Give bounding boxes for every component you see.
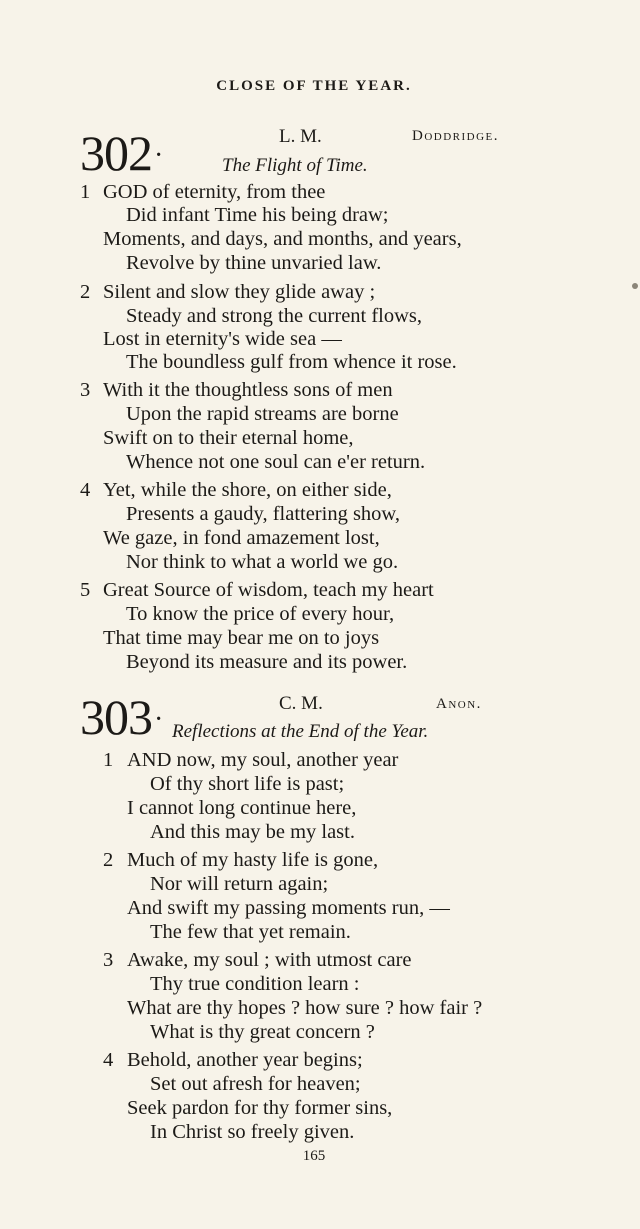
hymn-title: The Flight of Time.	[222, 155, 368, 176]
stanza-number: 1	[80, 181, 91, 203]
stanza-number: 5	[80, 579, 91, 601]
verse-line: Lost in eternity's wide sea —	[103, 328, 342, 350]
stanza-number: 4	[103, 1049, 114, 1071]
hymn-meter: C. M.	[279, 693, 323, 714]
verse-line: Silent and slow they glide away ;	[103, 281, 376, 303]
verse-line: Behold, another year begins;	[127, 1049, 363, 1071]
verse-line: Did infant Time his being draw;	[126, 204, 389, 226]
verse-line: Awake, my soul ; with utmost care	[127, 949, 412, 971]
hymn-title: Reflections at the End of the Year.	[172, 721, 429, 742]
hymn-meter: L. M.	[279, 126, 322, 147]
verse-line: And swift my passing moments run, —	[127, 897, 450, 919]
verse-line: Whence not one soul can e'er return.	[126, 451, 426, 473]
stanza-number: 2	[80, 281, 91, 303]
verse-line: Great Source of wisdom, teach my heart	[103, 579, 434, 601]
verse-line: The boundless gulf from whence it rose.	[126, 351, 457, 373]
verse-line: What are thy hopes ? how sure ? how fair ?	[127, 997, 483, 1019]
stanza-number: 2	[103, 849, 114, 871]
page-number: 165	[302, 1148, 326, 1164]
verse-line: Nor will return again;	[150, 873, 329, 895]
verse-line: Revolve by thine unvaried law.	[126, 252, 382, 274]
hymn-author: Doddridge.	[412, 128, 500, 144]
verse-line: The few that yet remain.	[150, 921, 351, 943]
verse-line: GOD of eternity, from thee	[103, 181, 326, 203]
verse-line: Steady and strong the current flows,	[126, 305, 423, 327]
verse-line: Swift on to their eternal home,	[103, 427, 354, 449]
verse-line: Nor think to what a world we go.	[126, 551, 399, 573]
verse-line: With it the thoughtless sons of men	[103, 379, 393, 401]
verse-line: We gaze, in fond amazement lost,	[103, 527, 380, 549]
verse-line: Upon the rapid streams are borne	[126, 403, 399, 425]
verse-line: Yet, while the shore, on either side,	[103, 479, 392, 501]
verse-line: Moments, and days, and months, and years,	[103, 228, 462, 250]
stanza-number: 3	[103, 949, 114, 971]
verse-line: Much of my hasty life is gone,	[127, 849, 379, 871]
verse-line: To know the price of every hour,	[126, 603, 395, 625]
verse-line: What is thy great concern ?	[150, 1021, 375, 1043]
verse-line: And this may be my last.	[150, 821, 355, 843]
running-head: CLOSE OF THE YEAR.	[216, 78, 412, 94]
verse-line: AND now, my soul, another year	[127, 749, 399, 771]
stanza-number: 1	[103, 749, 114, 771]
verse-line: I cannot long continue here,	[127, 797, 357, 819]
stanza-number: 4	[80, 479, 91, 501]
ink-spot	[632, 283, 638, 289]
verse-line: That time may bear me on to joys	[103, 627, 380, 649]
verse-line: Of thy short life is past;	[150, 773, 345, 795]
verse-line: Presents a gaudy, flattering show,	[126, 503, 401, 525]
verse-line: Seek pardon for thy former sins,	[127, 1097, 393, 1119]
verse-line: Thy true condition learn :	[150, 973, 360, 995]
hymn-number: 302 ·	[80, 128, 162, 187]
hymn-author: Anon.	[436, 696, 482, 712]
verse-line: Beyond its measure and its power.	[126, 651, 408, 673]
hymn-number: 303 ·	[80, 692, 162, 751]
verse-line: Set out afresh for heaven;	[150, 1073, 361, 1095]
stanza-number: 3	[80, 379, 91, 401]
verse-line: In Christ so freely given.	[150, 1121, 355, 1143]
